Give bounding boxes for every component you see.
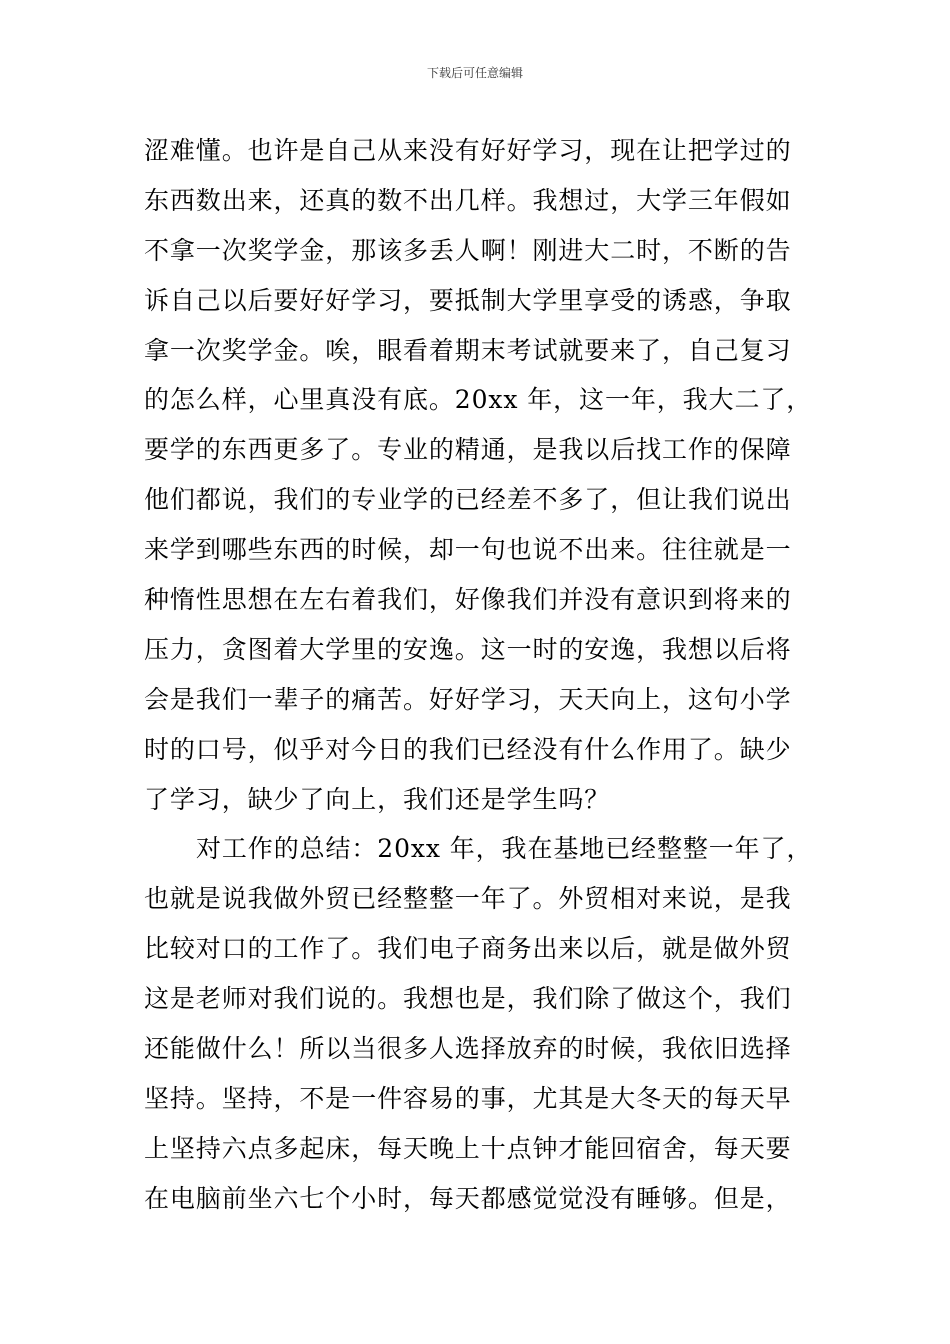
text-line: 诉自己以后要好好学习，要抵制大学里享受的诱惑，争取 <box>144 285 792 315</box>
text-line: 不拿一次奖学金，那该多丢人啊！刚进大二时，不断的告 <box>144 235 792 265</box>
text-line: 涩难懂。也许是自己从来没有好好学习，现在让把学过的 <box>144 136 792 165</box>
text-line: 拿一次奖学金。唉，眼看着期末考试就要来了，自己复习 <box>144 335 792 365</box>
text-line: 对工作的总结：20xx 年，我在基地已经整整一年了， <box>196 834 813 864</box>
text-line: 会是我们一辈子的痛苦。好好学习，天天向上，这句小学 <box>144 684 792 714</box>
text-line: 也就是说我做外贸已经整整一年了。外贸相对来说，是我 <box>144 884 792 914</box>
page-header: 下载后可任意编辑 <box>426 66 523 80</box>
text-line: 种惰性思想在左右着我们，好像我们并没有意识到将来的 <box>144 585 792 615</box>
text-line: 还能做什么！所以当很多人选择放弃的时候，我依旧选择 <box>144 1034 792 1064</box>
text-line: 在电脑前坐六七个小时，每天都感觉觉没有睡够。但是， <box>144 1183 792 1213</box>
text-line: 东西数出来，还真的数不出几样。我想过，大学三年假如 <box>144 185 792 215</box>
text-line: 的怎么样，心里真没有底。20xx 年，这一年，我大二了， <box>144 385 813 415</box>
text-line: 他们都说，我们的专业学的已经差不多了，但让我们说出 <box>144 485 792 515</box>
document-body <box>144 126 813 1224</box>
text-line: 上坚持六点多起床，每天晚上十点钟才能回宿舍，每天要 <box>144 1133 792 1163</box>
paragraph-1 <box>144 126 813 824</box>
text-line: 要学的东西更多了。专业的精通，是我以后找工作的保障 <box>144 435 792 465</box>
text-line: 时的口号，似乎对今日的我们已经没有什么作用了。缺少 <box>144 734 792 764</box>
text-line: 了学习，缺少了向上，我们还是学生吗？ <box>144 784 611 814</box>
text-line: 坚持。坚持，不是一件容易的事，尤其是大冬天的每天早 <box>144 1083 792 1113</box>
text-line: 比较对口的工作了。我们电子商务出来以后，就是做外贸 <box>144 934 792 964</box>
text-line: 这是老师对我们说的。我想也是，我们除了做这个，我们 <box>144 984 792 1014</box>
text-line: 压力，贪图着大学里的安逸。这一时的安逸，我想以后将 <box>144 634 792 664</box>
text-line: 来学到哪些东西的时候，却一句也说不出来。往往就是一 <box>144 535 792 565</box>
paragraph-2 <box>144 824 813 1223</box>
